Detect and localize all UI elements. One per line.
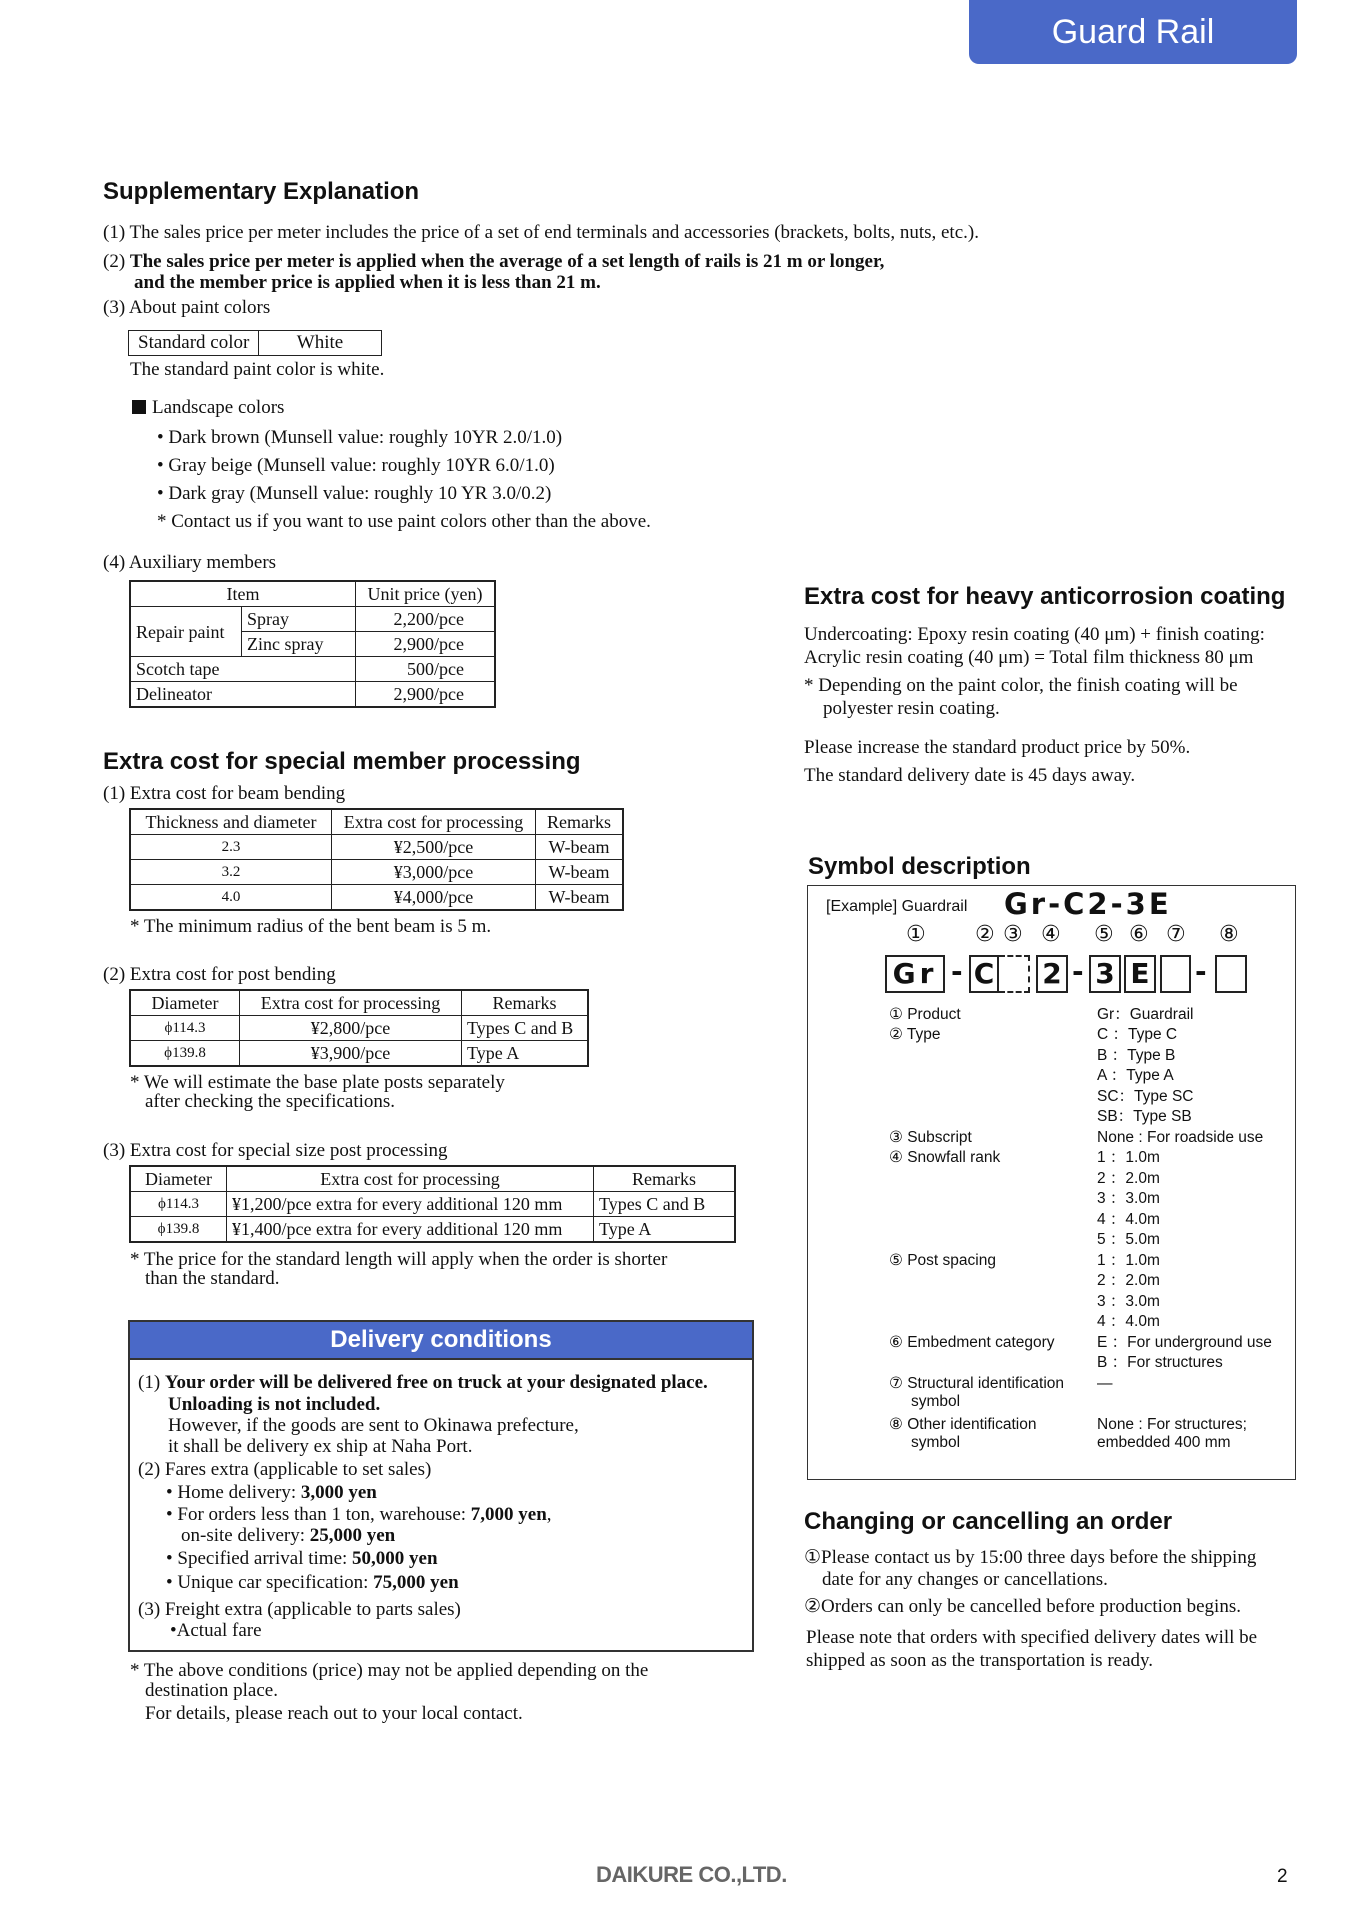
symbol-item-label: ⑧ Other identification <box>889 1416 1037 1433</box>
change-line: ②Orders can only be cancelled before production begins. <box>804 1596 1241 1617</box>
symbol-item-value: 3 ：3.0m <box>1097 1190 1160 1207</box>
square-bullet-icon <box>132 400 146 414</box>
aux-delineator: Delineator <box>130 682 356 708</box>
symbol-item-value: None : For structures; <box>1097 1416 1247 1433</box>
delivery-line: (3) Freight extra (applicable to parts sales) <box>138 1599 461 1620</box>
symbol-item-value: 1 ：1.0m <box>1097 1149 1160 1166</box>
delivery-line: it shall be delivery ex ship at Naha Port. <box>168 1436 473 1457</box>
size-cell: ϕ139.8 <box>130 1217 227 1243</box>
post-header: Remarks <box>462 990 589 1016</box>
symbol-item-value: SB：Type SB <box>1097 1108 1192 1125</box>
delivery-fare <box>181 1525 395 1547</box>
supp-item-2-cont: and the member price is applied when it is less than 21 m. <box>134 272 601 293</box>
aux-scotch-price: 500/pce <box>356 657 496 682</box>
symbol-item-label: ③ Subscript <box>889 1129 972 1146</box>
supp-item-2 <box>103 251 884 273</box>
landscape-item: • Dark brown (Munsell value: roughly 10YR 2.0/1.0) <box>157 427 563 448</box>
symbol-item-value: 2 ：2.0m <box>1097 1272 1160 1289</box>
supplementary-title: Supplementary Explanation <box>103 178 420 205</box>
symbol-item-value: SC：Type SC <box>1097 1088 1194 1105</box>
aux-header-item: Item <box>130 581 356 607</box>
symbol-item-label: ⑥ Embedment category <box>889 1334 1055 1351</box>
anticorrosion-line: polyester resin coating. <box>823 698 1000 719</box>
size-header: Extra cost for processing <box>227 1166 594 1192</box>
delivery-fare-comma: , <box>546 1504 552 1525</box>
delivery-fare-value: 7,000 yen <box>470 1504 547 1525</box>
post-header: Diameter <box>130 990 240 1016</box>
table-row <box>130 1041 588 1067</box>
delivery-fare <box>166 1504 552 1526</box>
delivery-fare-label: • Unique car specification: <box>166 1572 374 1593</box>
delivery-conditions-header <box>130 1322 752 1360</box>
change-line: Please note that orders with specified delivery dates will be <box>806 1627 1258 1648</box>
post-cell: ϕ139.8 <box>130 1041 240 1067</box>
aux-delineator-price: 2,900/pce <box>356 682 496 708</box>
landscape-heading <box>132 397 284 419</box>
beam-note: * The minimum radius of the bent beam is 5 m. <box>130 916 492 937</box>
symbol-item-value: E ：For underground use <box>1097 1334 1272 1351</box>
position-number: ③ <box>1003 922 1023 947</box>
beam-cell: ¥4,000/pce <box>332 885 536 911</box>
section-tab-label: Guard Rail <box>1051 12 1215 51</box>
delivery-fare-value: 50,000 yen <box>352 1548 438 1569</box>
page-number: 2 <box>1277 1866 1288 1887</box>
landscape-item: • Dark gray (Munsell value: roughly 10 YR 3.0/0.2) <box>157 483 552 504</box>
change-line: ①Please contact us by 15:00 three days before the shipping <box>804 1547 1257 1568</box>
size-cell: Types C and B <box>594 1192 736 1217</box>
anticorrosion-line: Acrylic resin coating (40 μm) = Total film thickness 80 μm <box>804 647 1254 668</box>
symbol-item-label-cont: symbol <box>911 1393 961 1410</box>
code-box-product: Gr <box>885 955 945 993</box>
company-logo: DAIKURE CO.,LTD. <box>596 1862 787 1887</box>
change-line: date for any changes or cancellations. <box>822 1569 1108 1590</box>
code-box-other <box>1215 955 1247 993</box>
position-number: ⑥ <box>1129 922 1149 947</box>
delivery-fare-value: 3,000 yen <box>300 1482 377 1503</box>
size-note-cont: than the standard. <box>145 1268 280 1289</box>
beam-cell: 4.0 <box>130 885 332 911</box>
symbol-item-value: B ：Type B <box>1097 1047 1176 1064</box>
anticorrosion-line: The standard delivery date is 45 days away. <box>804 765 1136 786</box>
table-row <box>130 860 623 885</box>
symbol-item-value: Gr：Guardrail <box>1097 1006 1194 1023</box>
anticorrosion-line: * Depending on the paint color, the finish coating will be <box>804 675 1238 696</box>
anticorrosion-title: Extra cost for heavy anticorrosion coating <box>804 583 1286 610</box>
symbol-item-value: C ：Type C <box>1097 1026 1178 1043</box>
beam-cell: W-beam <box>536 885 624 911</box>
symbol-example-label: [Example] Guardrail <box>826 898 968 915</box>
symbol-item-value: — <box>1097 1375 1113 1392</box>
size-cell: ¥1,200/pce extra for every additional 120 mm <box>227 1192 594 1217</box>
delivery-fare <box>166 1548 438 1570</box>
size-cell: ¥1,400/pce extra for every additional 120 mm <box>227 1217 594 1243</box>
beam-header: Extra cost for processing <box>332 809 536 835</box>
landscape-title: Landscape colors <box>152 397 285 418</box>
aux-spray: Spray <box>242 607 356 632</box>
delivery-fare-value: 25,000 yen <box>309 1525 396 1546</box>
post-cell: ϕ114.3 <box>130 1016 240 1041</box>
std-color-label: Standard color <box>129 331 259 356</box>
symbol-item-value: A ：Type A <box>1097 1067 1174 1084</box>
post-header: Extra cost for processing <box>240 990 462 1016</box>
code-dash: - <box>1195 955 1207 988</box>
delivery-note: destination place. <box>145 1680 278 1701</box>
beam-cell: 2.3 <box>130 835 332 860</box>
post-cell: Types C and B <box>462 1016 589 1041</box>
post-note: * We will estimate the base plate posts separately <box>130 1072 505 1093</box>
beam-header: Remarks <box>536 809 624 835</box>
delivery-line <box>138 1372 708 1394</box>
delivery-line-prefix: (1) <box>138 1372 165 1393</box>
symbol-title: Symbol description <box>808 853 1031 880</box>
beam-cell: 3.2 <box>130 860 332 885</box>
size-cell: ϕ114.3 <box>130 1192 227 1217</box>
size-note: * The price for the standard length will apply when the order is shorter <box>130 1249 668 1270</box>
anticorrosion-line: Please increase the standard product price by 50%. <box>804 737 1191 758</box>
aux-zinc-spray: Zinc spray <box>242 632 356 657</box>
delivery-line-bold: Your order will be delivered free on truck at your designated place. <box>164 1372 708 1393</box>
position-number: ⑦ <box>1166 922 1186 947</box>
code-dash: - <box>951 955 963 988</box>
symbol-item-label: ① Product <box>889 1006 961 1023</box>
delivery-fare-label: on-site delivery: <box>181 1525 310 1546</box>
position-number: ① <box>906 922 926 947</box>
change-line: shipped as soon as the transportation is ready. <box>806 1650 1154 1671</box>
symbol-item-label: ⑦ Structural identification <box>889 1375 1065 1392</box>
delivery-note: * The above conditions (price) may not be applied depending on the <box>130 1660 649 1681</box>
code-box-type: C <box>969 955 999 993</box>
aux-scotch-tape: Scotch tape <box>130 657 356 682</box>
code-box-embedment: E <box>1124 955 1156 993</box>
change-cancel-title: Changing or cancelling an order <box>804 1508 1173 1535</box>
post-bending-table <box>129 989 589 1067</box>
code-box-snowfall: 2 <box>1036 955 1068 993</box>
symbol-item-value: B ：For structures <box>1097 1354 1223 1371</box>
size-header: Remarks <box>594 1166 736 1192</box>
table-row <box>130 1016 588 1041</box>
beam-cell: ¥3,000/pce <box>332 860 536 885</box>
delivery-line: However, if the goods are sent to Okinawa prefecture, <box>168 1415 579 1436</box>
supp-item-3: (3) About paint colors <box>103 297 271 318</box>
delivery-fare-label: • For orders less than 1 ton, warehouse: <box>166 1504 471 1525</box>
symbol-item-value: 4 ：4.0m <box>1097 1313 1160 1330</box>
landscape-item: • Gray beige (Munsell value: roughly 10YR 6.0/1.0) <box>157 455 555 476</box>
symbol-item-value: 1 ：1.0m <box>1097 1252 1160 1269</box>
position-number: ② <box>975 922 995 947</box>
table-row <box>130 1217 735 1243</box>
symbol-item-label-cont: symbol <box>911 1434 961 1451</box>
standard-color-table <box>128 330 382 356</box>
delivery-line: (2) Fares extra (applicable to set sales) <box>138 1459 432 1480</box>
aux-zinc-price: 2,900/pce <box>356 632 496 657</box>
table-row <box>130 885 623 911</box>
symbol-item-value: 4 ：4.0m <box>1097 1211 1160 1228</box>
supp-item-1: (1) The sales price per meter includes the price of a set of end terminals and accessories (brackets, bolts, nuts, etc.). <box>103 222 979 243</box>
std-color-note: The standard paint color is white. <box>130 359 385 380</box>
delivery-fare <box>166 1572 459 1594</box>
landscape-note: * Contact us if you want to use paint colors other than the above. <box>157 511 651 532</box>
post-cell: ¥2,800/pce <box>240 1016 462 1041</box>
post-bending-heading: (2) Extra cost for post bending <box>103 964 336 985</box>
symbol-item-value: embedded 400 mm <box>1097 1434 1231 1451</box>
table-row <box>130 835 623 860</box>
aux-spray-price: 2,200/pce <box>356 607 496 632</box>
auxiliary-members-table <box>129 580 496 708</box>
aux-repair-paint: Repair paint <box>130 607 242 657</box>
code-box-spacing: 3 <box>1089 955 1121 993</box>
delivery-conditions-title: Delivery conditions <box>330 1326 552 1353</box>
symbol-item-label: ② Type <box>889 1026 941 1043</box>
symbol-item-value: 2 ：2.0m <box>1097 1170 1160 1187</box>
delivery-fare <box>166 1482 377 1504</box>
beam-cell: ¥2,500/pce <box>332 835 536 860</box>
symbol-example-code: Gr-C2-3E <box>1004 887 1172 921</box>
symbol-item-value: 3 ：3.0m <box>1097 1293 1160 1310</box>
symbol-item-value: None : For roadside use <box>1097 1129 1264 1146</box>
post-cell: ¥3,900/pce <box>240 1041 462 1067</box>
symbol-item-value: 5 ：5.0m <box>1097 1231 1160 1248</box>
code-box-subscript <box>999 955 1030 993</box>
supp-item-2-prefix: (2) <box>103 251 130 272</box>
delivery-fare-label: • Specified arrival time: <box>166 1548 353 1569</box>
delivery-fare-label: • Home delivery: <box>166 1482 301 1503</box>
delivery-line: •Actual fare <box>170 1620 262 1641</box>
symbol-item-label: ⑤ Post spacing <box>889 1252 996 1269</box>
aux-header-price: Unit price (yen) <box>356 581 496 607</box>
code-dash: - <box>1072 955 1084 988</box>
beam-bending-table <box>129 808 624 911</box>
table-row <box>130 1192 735 1217</box>
position-number: ⑤ <box>1094 922 1114 947</box>
position-number: ⑧ <box>1219 922 1239 947</box>
post-cell: Type A <box>462 1041 589 1067</box>
supp-item-2-bold: The sales price per meter is applied when the average of a set length of rails is 21 m or longer, <box>129 251 885 272</box>
size-cell: Type A <box>594 1217 736 1243</box>
special-size-heading: (3) Extra cost for special size post processing <box>103 1140 448 1161</box>
anticorrosion-line: Undercoating: Epoxy resin coating (40 μm) + finish coating: <box>804 624 1265 645</box>
beam-cell: W-beam <box>536 860 624 885</box>
delivery-note: For details, please reach out to your local contact. <box>145 1703 523 1724</box>
code-box-structural <box>1160 955 1191 993</box>
symbol-item-label: ④ Snowfall rank <box>889 1149 1001 1166</box>
delivery-line: Unloading is not included. <box>168 1394 381 1415</box>
special-size-table <box>129 1165 736 1243</box>
std-color-value: White <box>259 331 382 356</box>
beam-bending-heading: (1) Extra cost for beam bending <box>103 783 346 804</box>
special-processing-title: Extra cost for special member processing <box>103 748 581 775</box>
beam-cell: W-beam <box>536 835 624 860</box>
beam-header: Thickness and diameter <box>130 809 332 835</box>
post-note-cont: after checking the specifications. <box>145 1091 396 1112</box>
delivery-fare-value: 75,000 yen <box>373 1572 459 1593</box>
section-tab <box>969 0 1297 64</box>
position-number: ④ <box>1041 922 1061 947</box>
supp-item-4: (4) Auxiliary members <box>103 552 277 573</box>
size-header: Diameter <box>130 1166 227 1192</box>
